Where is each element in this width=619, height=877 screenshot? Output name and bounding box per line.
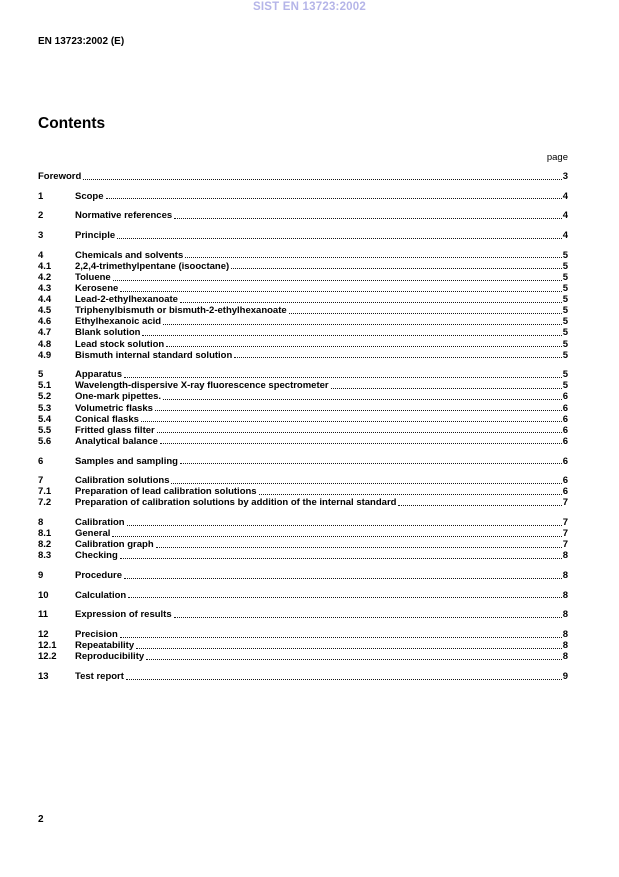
toc-leader-dots [166, 346, 561, 347]
toc-group [38, 590, 568, 601]
toc-entry [38, 403, 568, 414]
toc-leader-dots [398, 505, 561, 506]
toc-entry-number: 5.2 [38, 391, 52, 403]
toc-entry-page: 4 [562, 210, 568, 222]
toc-entry [38, 475, 568, 486]
toc-leader-dots [120, 558, 562, 559]
toc-entry-number: 4.7 [38, 327, 52, 339]
toc-entry-number: 4.4 [38, 294, 52, 306]
toc-leader-dots [163, 399, 562, 400]
toc-entry [38, 250, 568, 261]
page-number: 2 [38, 814, 44, 825]
toc-entry-page: 3 [562, 171, 568, 182]
toc-group [38, 210, 568, 221]
toc-entry-page: 6 [562, 402, 568, 414]
toc-group [38, 475, 568, 508]
toc-entry-title: Calculation [75, 589, 127, 601]
toc-list [38, 171, 568, 691]
toc-entry-title: Triphenylbismuth or bismuth-2-ethylhexanoate [75, 305, 287, 317]
toc-entry-page: 5 [562, 294, 568, 306]
toc-entry-title: Calibration graph [75, 539, 154, 551]
toc-entry-title: Blank solution [75, 327, 141, 339]
toc-entry-page: 5 [562, 327, 568, 339]
toc-leader-dots [126, 679, 562, 680]
toc-leader-dots [117, 238, 562, 239]
toc-group [38, 517, 568, 561]
toc-entry [38, 191, 568, 202]
toc-entry-page: 4 [562, 230, 568, 242]
toc-leader-dots [156, 547, 562, 548]
toc-group [38, 369, 568, 447]
toc-leader-dots [174, 617, 562, 618]
toc-entry [38, 230, 568, 241]
toc-entry-title: Reproducibility [75, 651, 145, 663]
toc-entry-page: 5 [562, 305, 568, 317]
toc-entry-page: 6 [562, 424, 568, 436]
toc-entry-title: Principle [75, 230, 116, 242]
toc-entry-title: Expression of results [75, 609, 172, 621]
toc-entry [38, 640, 568, 651]
toc-leader-dots [113, 280, 562, 281]
toc-entry-page: 8 [562, 640, 568, 652]
toc-entry [38, 316, 568, 327]
toc-entry [38, 629, 568, 640]
toc-entry [38, 539, 568, 550]
toc-entry-number: 4.8 [38, 338, 52, 350]
toc-leader-dots [234, 357, 561, 358]
toc-entry [38, 305, 568, 316]
toc-entry-number: 6 [38, 455, 44, 467]
toc-entry-page: 5 [562, 316, 568, 328]
toc-entry [38, 380, 568, 391]
toc-group [38, 456, 568, 467]
toc-entry-number: 7.1 [38, 486, 52, 498]
toc-entry-number: 8.1 [38, 528, 52, 540]
toc-leader-dots [146, 659, 562, 660]
toc-entry [38, 210, 568, 221]
toc-entry-title: Wavelength-dispersive X-ray fluorescence spectrometer [75, 380, 329, 392]
toc-entry [38, 486, 568, 497]
toc-entry-page: 8 [562, 589, 568, 601]
toc-entry-number: 5.5 [38, 424, 52, 436]
toc-leader-dots [185, 257, 561, 258]
toc-entry-title: Preparation of calibration solutions by addition of the internal standard [75, 497, 397, 509]
toc-leader-dots [289, 313, 562, 314]
toc-entry [38, 590, 568, 601]
toc-entry [38, 171, 568, 182]
toc-entry-title: Conical flasks [75, 413, 139, 425]
toc-entry-number: 3 [38, 230, 44, 242]
toc-entry-title: Chemicals and solvents [75, 249, 184, 261]
toc-entry-number: 4.2 [38, 271, 52, 283]
toc-entry-title: Foreword [38, 171, 82, 182]
toc-entry-title: 2,2,4-trimethylpentane (isooctane) [75, 260, 230, 272]
toc-entry-page: 5 [562, 369, 568, 381]
toc-entry-page: 7 [562, 539, 568, 551]
toc-entry-page: 5 [562, 283, 568, 295]
toc-entry-title: Precision [75, 629, 118, 641]
toc-entry-number: 4 [38, 249, 44, 261]
toc-entry-page: 8 [562, 651, 568, 663]
toc-leader-dots [124, 377, 562, 378]
toc-entry-number: 12.1 [38, 640, 57, 652]
toc-group [38, 250, 568, 361]
toc-entry [38, 651, 568, 662]
toc-entry-page: 6 [562, 455, 568, 467]
toc-entry-page: 6 [562, 413, 568, 425]
toc-entry-title: Ethylhexanoic acid [75, 316, 162, 328]
toc-entry-title: Calibration [75, 517, 125, 529]
toc-entry-title: Scope [75, 190, 104, 202]
toc-entry-title: Kerosene [75, 283, 119, 295]
toc-entry-page: 8 [562, 609, 568, 621]
toc-entry-number: 9 [38, 570, 44, 582]
toc-entry-number: 4.5 [38, 305, 52, 317]
toc-entry-number: 10 [38, 589, 49, 601]
toc-entry [38, 294, 568, 305]
toc-entry-title: Preparation of lead calibration solutions [75, 486, 257, 498]
toc-entry-title: Apparatus [75, 369, 122, 381]
toc-entry-number: 5.3 [38, 402, 52, 414]
toc-entry-title: Bismuth internal standard solution [75, 349, 233, 361]
toc-entry-number: 8.2 [38, 539, 52, 551]
toc-leader-dots [124, 578, 562, 579]
toc-entry-number: 4.9 [38, 349, 52, 361]
document-reference: EN 13723:2002 (E) [38, 36, 125, 47]
toc-entry-number: 5 [38, 369, 44, 381]
toc-leader-dots [174, 218, 562, 219]
toc-leader-dots [163, 324, 562, 325]
toc-leader-dots [83, 179, 561, 180]
toc-entry [38, 528, 568, 539]
toc-entry [38, 272, 568, 283]
toc-entry-number: 5.6 [38, 435, 52, 447]
toc-entry-number: 7 [38, 475, 44, 487]
toc-entry-page: 6 [562, 391, 568, 403]
toc-leader-dots [141, 421, 562, 422]
toc-entry-page: 5 [562, 338, 568, 350]
toc-leader-dots [231, 268, 562, 269]
toc-entry-title: One-mark pipettes. [75, 391, 162, 403]
toc-entry-number: 12.2 [38, 651, 57, 663]
toc-entry-title: Normative references [75, 210, 173, 222]
toc-entry [38, 369, 568, 380]
toc-entry-page: 6 [562, 435, 568, 447]
toc-entry-page: 6 [562, 475, 568, 487]
toc-leader-dots [112, 536, 561, 537]
toc-entry [38, 671, 568, 682]
toc-entry-number: 8 [38, 517, 44, 529]
toc-entry-page: 5 [562, 349, 568, 361]
toc-group [38, 629, 568, 662]
toc-entry [38, 570, 568, 581]
toc-group [38, 191, 568, 202]
toc-entry-number: 11 [38, 609, 49, 621]
toc-leader-dots [142, 335, 561, 336]
toc-entry-number: 5.4 [38, 413, 52, 425]
toc-entry-page: 5 [562, 249, 568, 261]
toc-entry-page: 6 [562, 486, 568, 498]
toc-entry-title: Fritted glass filter [75, 424, 155, 436]
toc-entry-title: Samples and sampling [75, 455, 178, 467]
toc-entry-page: 9 [562, 671, 568, 682]
toc-entry-title: Volumetric flasks [75, 402, 153, 414]
toc-leader-dots [160, 443, 562, 444]
toc-leader-dots [128, 597, 562, 598]
toc-leader-dots [171, 483, 561, 484]
toc-entry-title: Lead stock solution [75, 338, 165, 350]
toc-entry-title: Lead-2-ethylhexanoate [75, 294, 178, 306]
toc-group [38, 570, 568, 581]
toc-entry-number: 13 [38, 671, 49, 682]
toc-leader-dots [157, 432, 562, 433]
page-column-label: page [546, 152, 568, 163]
toc-entry [38, 436, 568, 447]
toc-entry [38, 609, 568, 620]
toc-entry-page: 7 [562, 517, 568, 529]
toc-leader-dots [127, 525, 562, 526]
toc-entry-number: 12 [38, 629, 49, 641]
toc-entry-number: 7.2 [38, 497, 52, 509]
toc-entry-title: Repeatability [75, 640, 135, 652]
toc-entry [38, 391, 568, 402]
toc-entry [38, 261, 568, 272]
toc-entry-number: 4.6 [38, 316, 52, 328]
toc-entry-number: 1 [38, 190, 44, 202]
toc-group [38, 230, 568, 241]
toc-entry-page: 8 [562, 550, 568, 562]
toc-entry-title: Checking [75, 550, 118, 562]
toc-entry-page: 5 [562, 260, 568, 272]
toc-entry [38, 517, 568, 528]
toc-entry-title: Test report [75, 671, 124, 682]
toc-entry-page: 8 [562, 629, 568, 641]
toc-entry-page: 5 [562, 380, 568, 392]
toc-entry [38, 497, 568, 508]
toc-entry-page: 7 [562, 497, 568, 509]
toc-leader-dots [180, 463, 562, 464]
toc-entry-page: 4 [562, 190, 568, 202]
toc-entry-title: Calibration solutions [75, 475, 170, 487]
toc-leader-dots [106, 198, 562, 199]
contents-heading: Contents [38, 115, 106, 132]
toc-entry-number: 2 [38, 210, 44, 222]
toc-leader-dots [259, 494, 562, 495]
toc-entry-number: 4.3 [38, 283, 52, 295]
toc-leader-dots [155, 410, 562, 411]
toc-entry-page: 8 [562, 570, 568, 582]
toc-entry-number: 8.3 [38, 550, 52, 562]
toc-entry-page: 7 [562, 528, 568, 540]
toc-entry-title: General [75, 528, 111, 540]
toc-group [38, 171, 568, 182]
toc-leader-dots [331, 388, 562, 389]
toc-leader-dots [136, 648, 562, 649]
toc-entry [38, 550, 568, 561]
toc-group [38, 609, 568, 620]
toc-entry [38, 456, 568, 467]
toc-entry-title: Toluene [75, 271, 111, 283]
toc-entry-page: 5 [562, 271, 568, 283]
toc-entry-number: 5.1 [38, 380, 52, 392]
toc-entry [38, 327, 568, 338]
toc-entry-number: 4.1 [38, 260, 52, 272]
toc-entry-title: Procedure [75, 570, 122, 582]
toc-entry [38, 339, 568, 350]
toc-entry [38, 414, 568, 425]
toc-leader-dots [120, 291, 561, 292]
toc-entry [38, 350, 568, 361]
toc-entry-title: Analytical balance [75, 435, 158, 447]
watermark-text: SIST EN 13723:2002 [253, 1, 366, 13]
toc-group [38, 671, 568, 682]
toc-entry [38, 283, 568, 294]
toc-leader-dots [180, 302, 562, 303]
toc-entry [38, 425, 568, 436]
toc-leader-dots [120, 637, 562, 638]
